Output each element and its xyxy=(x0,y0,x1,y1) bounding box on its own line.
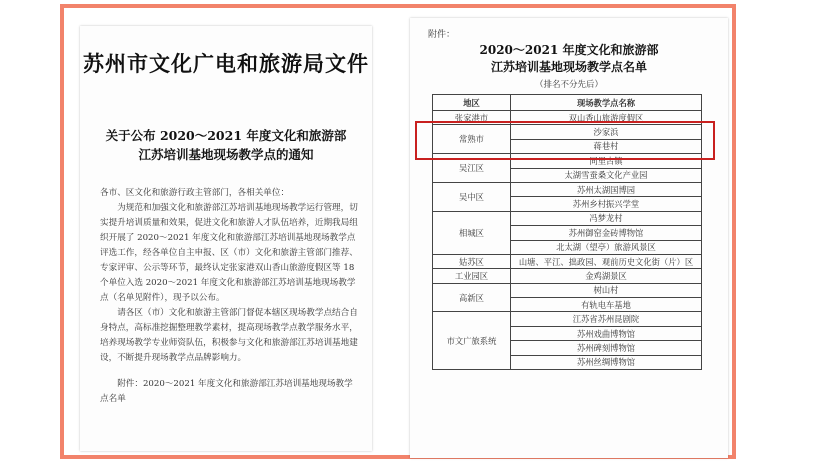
table-row xyxy=(433,283,702,297)
site-name-cell: 太湖雪蚕桑文化产业园 xyxy=(511,168,702,182)
list-title xyxy=(410,42,728,76)
site-name-cell: 苏州丝绸博物馆 xyxy=(511,355,702,369)
table-row xyxy=(433,254,702,268)
site-name-cell: 苏州乡村振兴学堂 xyxy=(511,197,702,211)
body-paragraph-1: 为规范和加强文化和旅游部江苏培训基地现场教学运行管理，切实提升培训质量和效果，促进文化和旅游人才队伍培养，近期我局组织开展了 2020～2021 年度文化和旅游部江苏培训基地现场教学点评选工作，经各单位自主申报、区（市）文化和旅游主管部门推荐、专家评审、公示等环节，最终认定张家港双山香山旅游度假区等 18 个单位入选 2020～2021 年度文化和旅游部江苏培训基地现场教学点（名单见附件），现予以公布。 xyxy=(100,203,358,303)
table-row xyxy=(433,182,702,196)
notice-title-line2: 江苏培训基地现场教学点的通知 xyxy=(138,147,314,162)
region-cell: 吴江区 xyxy=(433,154,511,183)
notice-document-page xyxy=(80,26,372,451)
site-name-cell: 山塘、平江、拙政园、观前历史文化街（片）区 xyxy=(511,254,702,268)
site-name-cell: 双山香山旅游度假区 xyxy=(511,111,702,125)
site-name-cell: 苏州碑刻博物馆 xyxy=(511,341,702,355)
table-row xyxy=(433,269,702,283)
list-title-line2: 江苏培训基地现场教学点名单 xyxy=(490,60,647,74)
region-cell: 工业园区 xyxy=(433,269,511,283)
table-header-row xyxy=(433,95,702,111)
site-name-cell: 树山村 xyxy=(511,283,702,297)
region-cell: 常熟市 xyxy=(433,125,511,154)
site-name-cell: 北太湖（望亭）旅游风景区 xyxy=(511,240,702,254)
site-name-cell: 沙家浜 xyxy=(511,125,702,139)
table-row xyxy=(433,312,702,326)
ranking-note: （排名不分先后） xyxy=(534,80,603,90)
highlight-box xyxy=(415,121,715,160)
region-cell: 张家港市 xyxy=(433,111,511,125)
region-cell: 姑苏区 xyxy=(433,254,511,268)
site-name-cell: 苏州戏曲博物馆 xyxy=(511,326,702,340)
site-name-cell: 金鸡湖景区 xyxy=(511,269,702,283)
attachment-list-page xyxy=(410,18,728,458)
region-cell: 高新区 xyxy=(433,283,511,312)
salutation: 各市、区文化和旅游行政主管部门，各相关单位： xyxy=(100,188,290,198)
site-name-cell: 冯梦龙村 xyxy=(511,211,702,225)
image-frame xyxy=(60,4,736,459)
attachment-label: 附件： xyxy=(428,30,456,40)
body-paragraph-2: 请各区（市）文化和旅游主管部门督促本辖区现场教学点结合自身特点，高标准挖掘整理教学素材，提高现场教学点教学服务水平，培养现场教学专业师资队伍，积极参与文化和旅游部江苏培训基地建设，不断提升现场教学点品牌影响力。 xyxy=(100,308,358,363)
notice-title xyxy=(80,126,372,164)
site-name-cell: 同里古镇 xyxy=(511,154,702,168)
site-name-cell: 苏州御窑金砖博物馆 xyxy=(511,226,702,240)
notice-title-line1: 关于公布 2020～2021 年度文化和旅游部 xyxy=(105,128,347,143)
attachment-line: 附件：2020～2021 年度文化和旅游部江苏培训基地现场教学点名单 xyxy=(100,379,353,404)
header-site-name: 现场教学点名称 xyxy=(511,95,702,111)
document-header-title: 苏州市文化广电和旅游局文件 xyxy=(83,51,369,76)
site-name-cell: 有轨电车基地 xyxy=(511,298,702,312)
header-region: 地区 xyxy=(433,95,511,111)
site-name-cell: 苏州太湖国博园 xyxy=(511,182,702,196)
notice-body xyxy=(100,186,358,407)
table-row xyxy=(433,211,702,225)
site-name-cell: 蒋巷村 xyxy=(511,139,702,153)
region-cell: 市文广旅系统 xyxy=(433,312,511,370)
region-cell: 相城区 xyxy=(433,211,511,254)
site-name-cell: 江苏省苏州昆剧院 xyxy=(511,312,702,326)
region-cell: 吴中区 xyxy=(433,182,511,211)
list-title-line1: 2020～2021 年度文化和旅游部 xyxy=(479,43,659,57)
